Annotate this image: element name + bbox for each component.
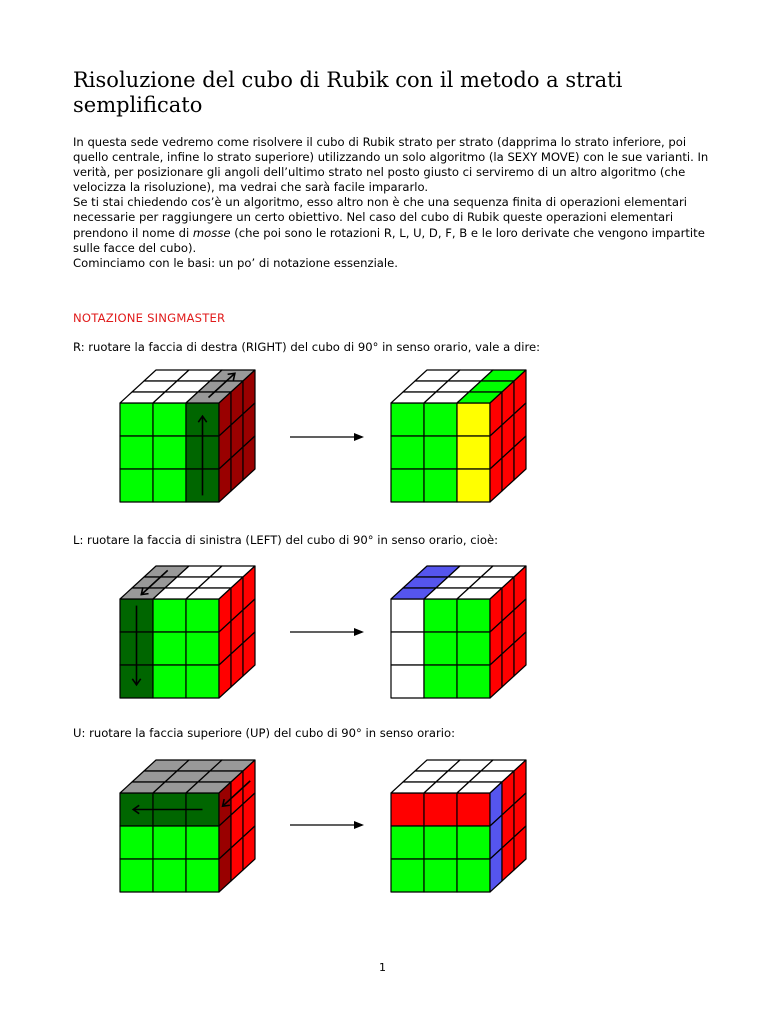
intro-paragraph: In questa sede vedremo come risolvere il cubo di Rubik strato per strato (dapprima lo strato inferiore, poi quello centrale, infine lo strato superiore) utilizzando un solo algoritmo (la SEXY MOVE) con le sue varianti. In verità, per posizionare gli angoli dell’ultimo strato nel posto giusto ci serviremo di un altro algoritmo (che velocizza la risoluzione), ma vedrai che sarà facile impararlo.	[73, 135, 709, 195]
front-sticker	[120, 403, 153, 436]
front-sticker	[153, 403, 186, 436]
front-sticker	[153, 859, 186, 892]
move-l-caption: L: ruotare la faccia di sinistra (LEFT) del cubo di 90° in senso orario, cioè:	[73, 533, 498, 547]
front-sticker	[391, 436, 424, 469]
page-number: 1	[379, 961, 386, 974]
front-sticker	[457, 599, 490, 632]
front-sticker	[391, 793, 424, 826]
intro-paragraph: Cominciamo con le basi: un po’ di notazione essenziale.	[73, 255, 398, 270]
front-sticker	[391, 826, 424, 859]
front-sticker	[186, 826, 219, 859]
transition-arrow-r	[288, 430, 368, 444]
front-sticker	[186, 859, 219, 892]
emphasis-mosse: mosse	[192, 225, 231, 240]
cube-u-before	[116, 756, 261, 893]
intro-text	[73, 135, 713, 271]
front-sticker	[457, 632, 490, 665]
front-sticker	[457, 469, 490, 502]
front-sticker	[153, 632, 186, 665]
front-sticker	[457, 793, 490, 826]
front-sticker	[153, 599, 186, 632]
front-sticker	[391, 859, 424, 892]
front-sticker	[120, 469, 153, 502]
cube-r-before	[116, 366, 261, 503]
front-sticker	[153, 826, 186, 859]
front-sticker	[391, 665, 424, 698]
transition-arrow-u	[288, 818, 368, 832]
front-sticker	[153, 665, 186, 698]
cube-u-after	[387, 756, 532, 893]
front-sticker	[424, 599, 457, 632]
front-sticker	[424, 665, 457, 698]
front-sticker	[457, 436, 490, 469]
intro-sentence: Se ti stai chiedendo cos’è un algoritmo, esso altro non è che una sequenza finita di operazioni elementari necessarie per raggiungere un certo obiettivo. Nel caso del cubo di Rubik queste operazioni elementari prendono il nome di	[73, 195, 687, 240]
front-sticker	[120, 859, 153, 892]
front-sticker	[391, 403, 424, 436]
front-sticker	[391, 632, 424, 665]
front-sticker	[457, 826, 490, 859]
front-sticker	[424, 469, 457, 502]
move-u-caption: U: ruotare la faccia superiore (UP) del cubo di 90° in senso orario:	[73, 726, 456, 740]
front-sticker	[424, 793, 457, 826]
transition-arrow-l	[288, 625, 368, 639]
front-sticker	[120, 826, 153, 859]
cube-l-before	[116, 562, 261, 699]
front-sticker	[391, 599, 424, 632]
front-sticker	[424, 403, 457, 436]
front-sticker	[153, 436, 186, 469]
move-r-caption: R: ruotare la faccia di destra (RIGHT) del cubo di 90° in senso orario, vale a dire:	[73, 340, 541, 354]
cube-l-after	[387, 562, 532, 699]
front-sticker	[457, 403, 490, 436]
document-title: Risoluzione del cubo di Rubik con il metodo a strati semplificato	[73, 68, 623, 117]
front-sticker	[424, 436, 457, 469]
intro-paragraph	[73, 195, 713, 255]
front-sticker	[424, 859, 457, 892]
front-sticker	[120, 436, 153, 469]
front-sticker	[186, 632, 219, 665]
section-heading: NOTAZIONE SINGMASTER	[73, 311, 226, 325]
front-sticker	[457, 665, 490, 698]
front-sticker	[424, 826, 457, 859]
front-sticker	[186, 599, 219, 632]
front-sticker	[153, 469, 186, 502]
cube-r-after	[387, 366, 532, 503]
front-sticker	[391, 469, 424, 502]
intro-sentence: (che poi sono le rotazioni R, L, U, D, F, B e le loro derivate che vengono impartite sulle facce del cubo).	[73, 225, 705, 255]
front-sticker	[424, 632, 457, 665]
front-sticker	[186, 665, 219, 698]
front-sticker	[457, 859, 490, 892]
